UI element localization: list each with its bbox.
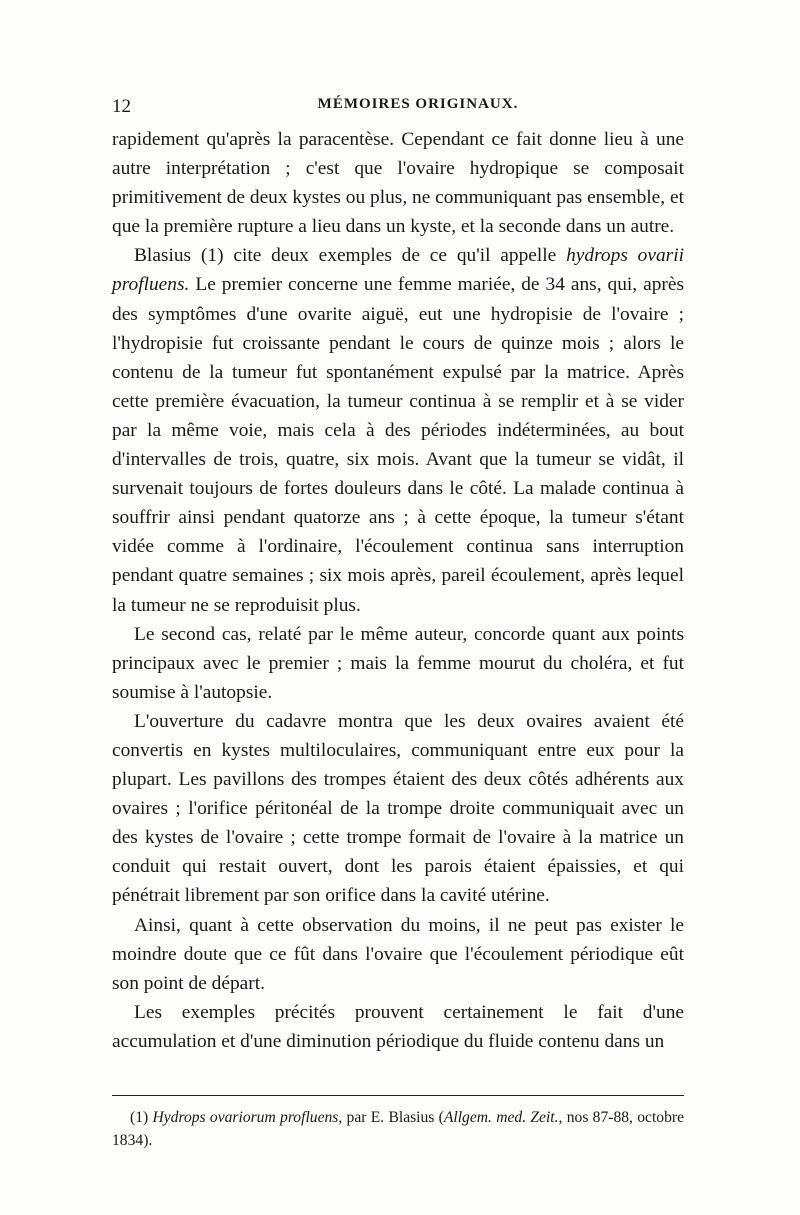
body-text <box>112 125 684 1056</box>
footnote <box>112 1106 684 1152</box>
paragraph: Le second cas, relaté par le même auteur, concorde quant aux points principaux avec le premier ; mais la femme mourut du choléra, et fut soumise à l'autopsie. <box>112 623 684 703</box>
paragraph-text: Le premier concerne une femme mariée, de 34 ans, qui, après des symptômes d'une ovarite aiguë, eut une hydropisie de l'ovaire ; l'hydropisie fut croissante pendant le cours de quinze mois ; alors le contenu de la tumeur fut spontanément expulsé par la matrice. Après cette première évacuation, la tumeur continua à se remplir et à se vider par la même voie, mais cela à des périodes indéterminées, au bout d'intervalles de trois, quatre, six mois. Avant que la tumeur se vidât, il survenait toujours de fortes douleurs dans le côté. La malade continua à souffrir ainsi pendant quatorze ans ; à cette époque, la tumeur s'étant vidée comme à l'ordinaire, l'écoulement continua sans interruption pendant quatre semaines ; six mois après, pareil écoulement, après lequel la tumeur ne se reproduisit plus. <box>112 274 684 616</box>
paragraph: Les exemples précités prouvent certainement le fait d'une accumulation et d'une diminution périodique du fluide contenu dans un <box>112 1001 684 1052</box>
footnote-source: Allgem. med. Zeit., <box>443 1109 563 1126</box>
footnote-marker: (1) <box>130 1109 149 1126</box>
running-title: MÉMOIRES ORIGINAUX. <box>317 96 519 112</box>
paragraph-text: Blasius (1) cite deux exemples de ce qu'il appelle <box>134 245 567 267</box>
paragraph: rapidement qu'après la paracentèse. Cependant ce fait donne lieu à une autre interprétation ; c'est que l'ovaire hydropique se composait primitivement de deux kystes ou plus, ne communiquant pas ensemble, et que la première rupture a lieu dans un kyste, et la seconde dans un autre. <box>112 129 684 238</box>
footnote-text <box>112 1106 684 1152</box>
footnote-author: par E. Blasius ( <box>342 1109 444 1126</box>
paragraph <box>112 241 684 619</box>
footnote-issue: nos 87-88, octobre 1834). <box>112 1109 684 1149</box>
paragraph: Ainsi, quant à cette observation du moins, il ne peut pas exister le moindre doute que ce fût dans l'ovaire que l'écoulement périodique eût son point de départ. <box>112 914 684 994</box>
paragraph: L'ouverture du cadavre montra que les deux ovaires avaient été convertis en kystes multiloculaires, communiquant entre eux pour la plupart. Les pavillons des trompes étaient des deux côtés adhérents aux ovaires ; l'orifice péritonéal de la trompe droite communiquait avec un des kystes de l'ovaire ; cette trompe formait de l'ovaire à la matrice un conduit qui restait ouvert, dont les parois étaient épaissies, et qui pénétrait librement par son orifice dans la cavité utérine. <box>112 710 684 907</box>
footnote-title: Hydrops ovariorum profluens, <box>152 1109 343 1126</box>
italic-term: hydrops ovarii profluens. <box>112 245 685 296</box>
page-number: 12 <box>112 96 131 117</box>
footnote-divider <box>112 1095 684 1096</box>
running-header <box>112 92 684 122</box>
